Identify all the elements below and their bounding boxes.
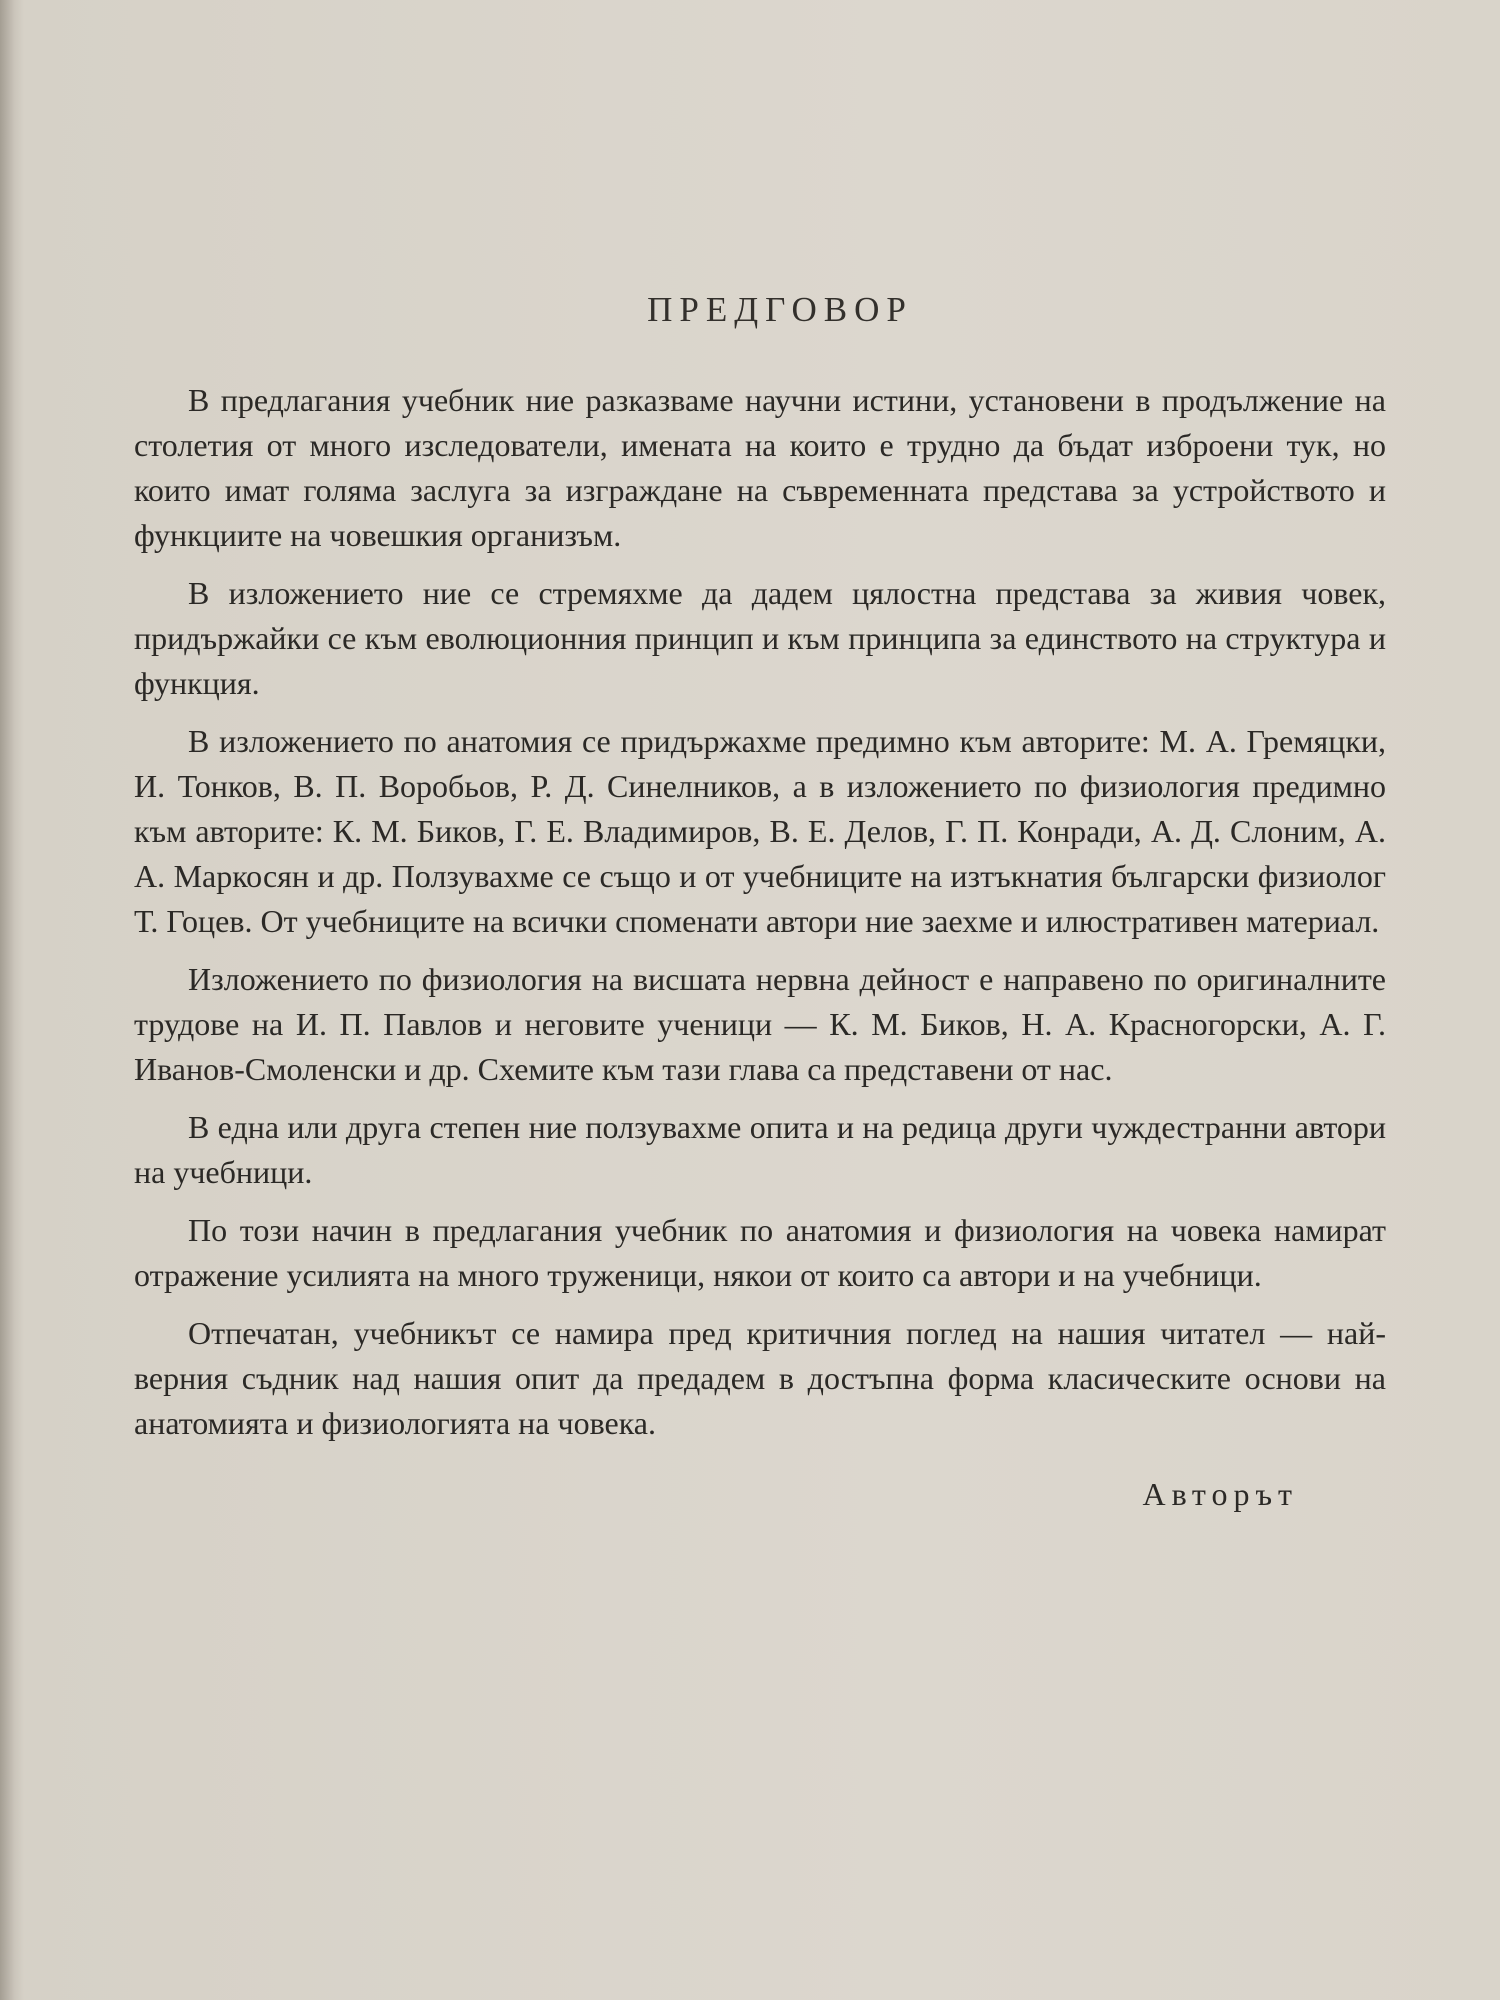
paragraph-7: Отпечатан, учебникът се намира пред критичния поглед на нашия читател — най-верния съдник над нашия опит да предадем в достъпна форма класическите основи на анатомията и физиологията на човека. — [134, 1315, 1386, 1441]
paragraph-6: По този начин в предлагания учебник по анатомия и физиология на човека намират отражение усилията на много труженици, някои от които са автори и на учебници. — [134, 1212, 1386, 1293]
page-title: ПРЕДГОВОР — [647, 290, 913, 329]
paragraph-3: В изложението по анатомия се придържахме предимно към авторите: М. А. Гремяцки, И. Тонков, В. П. Воробьов, Р. Д. Синелников, а в изложението по физиология предимно към авторите: К. М. Биков, Г. Е. Владимиров, В. Е. Делов, Г. П. Конради, А. Д. Слоним, А. А. Маркосян и др. Ползувахме се също и от учебниците на изтъкнатия български физиолог Т. Гоцев. От учебниците на всички споменати автори ние заехме и илюстративен материал. — [134, 723, 1386, 939]
paragraph-4: Изложението по физиология на висшата нервна дейност е направено по оригиналните трудове на И. П. Павлов и неговите ученици — К. М. Биков, Н. А. Красногорски, А. Г. Иванов-Смоленски и др. Схемите към тази глава са представени от нас. — [134, 961, 1386, 1087]
paragraph-5: В една или друга степен ние ползувахме опита и на редица други чуждестранни автори на учебници. — [134, 1109, 1386, 1190]
paragraph-2: В изложението ние се стремяхме да дадем цялостна представа за живия човек, придържайки се към еволюционния принцип и към принципа за единството на структура и функция. — [134, 575, 1386, 701]
page-binding-edge — [0, 0, 14, 2000]
preface-content — [134, 290, 1386, 1513]
paragraph-1: В предлагания учебник ние разказваме научни истини, установени в продължение на столетия от много изследователи, имената на които е трудно да бъдат изброени тук, но които имат голяма заслуга за изграждане на съвременната представа за устройството и функциите на човешкия организъм. — [134, 382, 1386, 553]
author-signature: Авторът — [1142, 1476, 1298, 1512]
